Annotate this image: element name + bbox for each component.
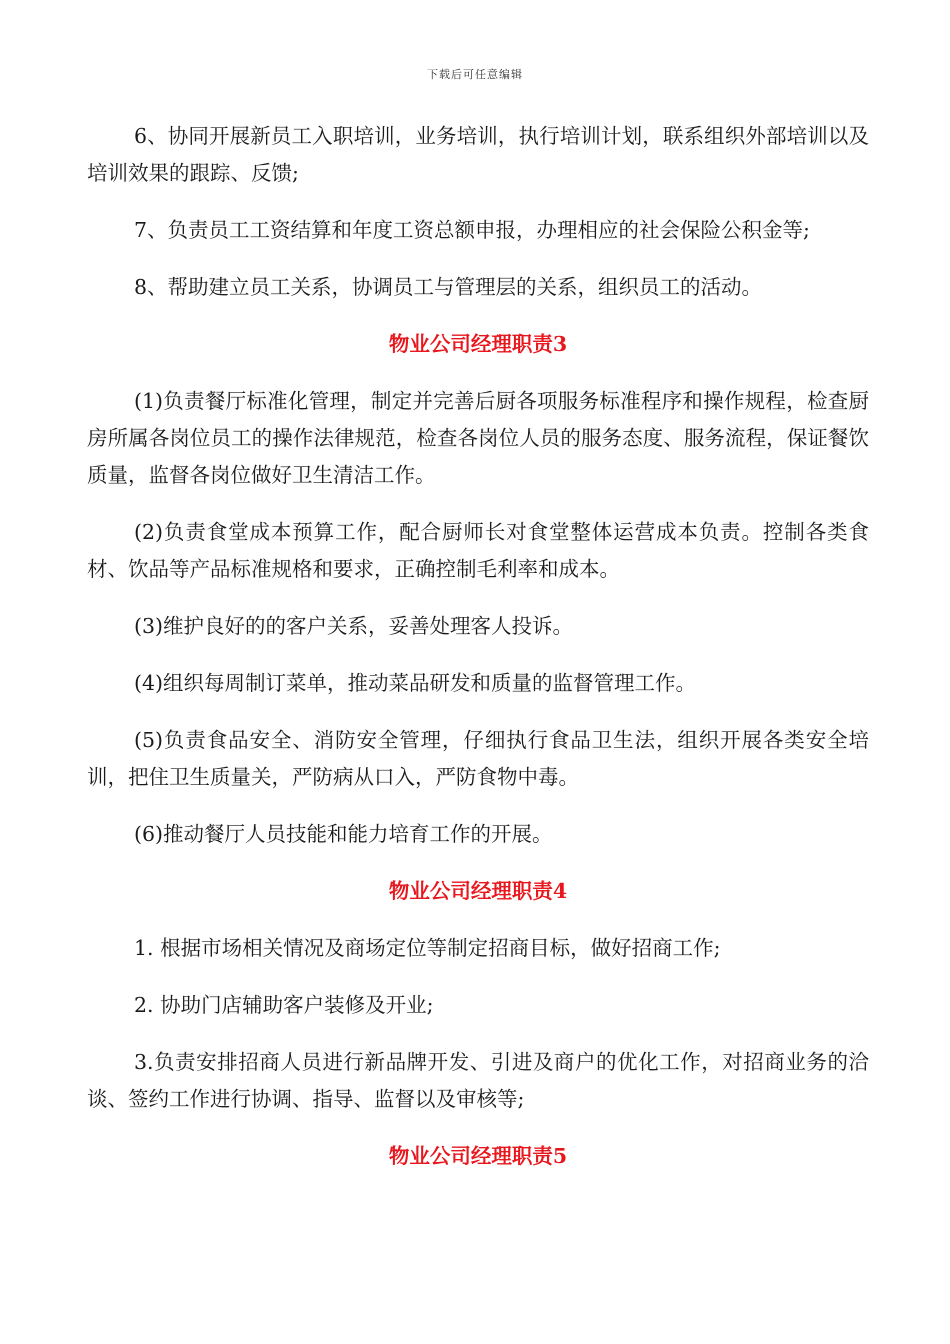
section-heading: 物业公司经理职责4 xyxy=(388,879,568,903)
paragraph: 6、协同开展新员工入职培训，业务培训，执行培训计划，联系组织外部培训以及培训效果的跟踪、反馈; xyxy=(87,124,869,185)
paragraph: (4)组织每周制订菜单，推动菜品研发和质量的监督管理工作。 xyxy=(134,671,697,695)
section-heading: 物业公司经理职责3 xyxy=(388,332,568,356)
paragraph: 3.负责安排招商人员进行新品牌开发、引进及商户的优化工作，对招商业务的洽谈、签约工作进行协调、指导、监督以及审核等; xyxy=(87,1050,869,1111)
paragraph: 7、负责员工工资结算和年度工资总额申报，办理相应的社会保险公积金等; xyxy=(134,218,810,242)
section-heading: 物业公司经理职责5 xyxy=(388,1144,568,1168)
paragraph: (5)负责食品安全、消防安全管理，仔细执行食品卫生法，组织开展各类安全培训，把住卫生质量关，严防病从口入，严防食物中毒。 xyxy=(87,728,869,789)
document-body xyxy=(87,118,869,1195)
paragraph: 8、帮助建立员工关系，协调员工与管理层的关系，组织员工的活动。 xyxy=(134,275,763,299)
paragraph: (6)推动餐厅人员技能和能力培育工作的开展。 xyxy=(134,822,553,846)
paragraph: 2. 协助门店辅助客户装修及开业; xyxy=(134,993,434,1017)
header-note: 下载后可任意编辑 xyxy=(427,68,523,81)
paragraph: 1. 根据市场相关情况及商场定位等制定招商目标，做好招商工作; xyxy=(134,936,721,960)
paragraph: (1)负责餐厅标准化管理，制定并完善后厨各项服务标准程序和操作规程，检查厨房所属各岗位员工的操作法律规范，检查各岗位人员的服务态度、服务流程，保证餐饮质量，监督各岗位做好卫生清洁工作。 xyxy=(87,389,869,487)
paragraph: (3)维护良好的的客户关系，妥善处理客人投诉。 xyxy=(134,614,574,638)
paragraph: (2)负责食堂成本预算工作，配合厨师长对食堂整体运营成本负责。控制各类食材、饮品等产品标准规格和要求，正确控制毛利率和成本。 xyxy=(87,520,869,581)
